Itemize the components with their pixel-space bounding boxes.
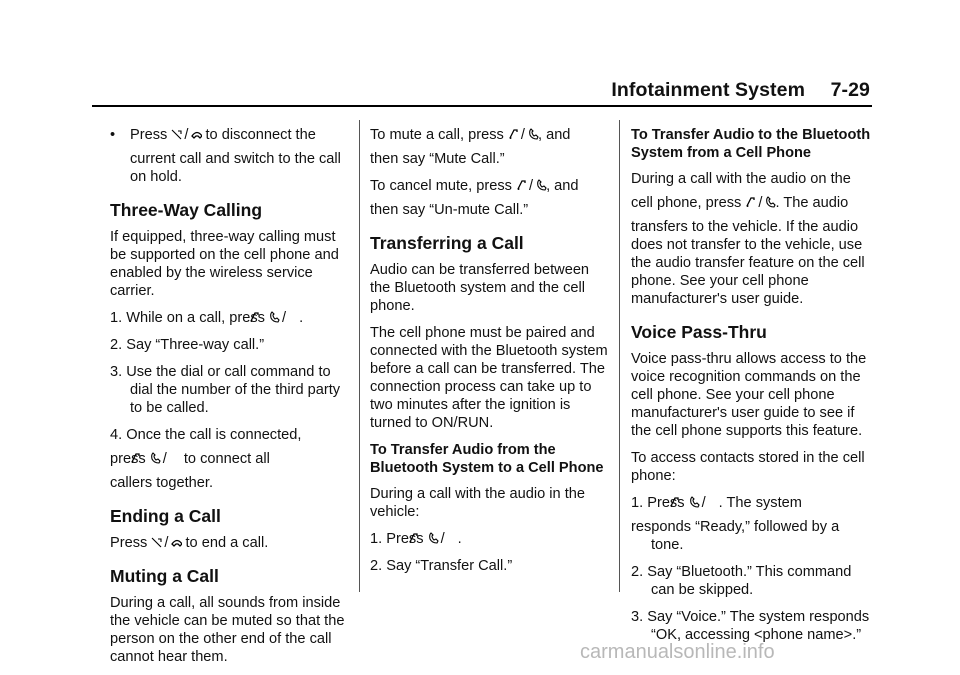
page-number: 7-29 [830,79,870,101]
paragraph: During a call with the audio on the cell phone, press / . The audio transfers to the vehicle. If the audio does not transfer to the vehicle, use the audio transfer feature on the cell phone. See your cell phone manufacturer's user guide. [631,171,865,307]
heading-transferring-a-call: Transferring a Call [370,233,524,253]
step-1: 1. Press / . The system responds “Ready,” followed by a tone. [631,495,840,553]
column-2 [370,126,612,584]
talk-icon [508,127,518,139]
paragraph: To cancel mute, press / , and then say “Un-mute Call.” [370,178,579,218]
watermark: carmanualsonline.info [580,641,775,663]
heading-ending-a-call: Ending a Call [110,506,221,526]
heading-three-way-calling: Three-Way Calling [110,200,263,220]
paragraph: To mute a call, press / , and then say “Mute Call.” [370,127,571,167]
column-1 [110,126,352,675]
step-4: 4. Once the call is connected, press / to connect all callers together. [110,427,302,491]
step-1: 1. While on a call, press / . [110,310,304,326]
step-1: 1. Press / . [370,531,462,547]
page-header [610,79,870,102]
list-item: • Press / to disconnect the current call and switch to the call on hold. [110,127,341,185]
bullet-icon: • [110,127,116,143]
paragraph: During a call with the audio in the vehicle: [370,486,585,520]
step-3: 3. Say “Voice.” The system responds “OK, accessing <phone name>.” [631,609,870,643]
paragraph: Press / to end a call. [110,535,269,551]
header-rule [92,105,872,107]
paragraph: The cell phone must be paired and connected with the Bluetooth system before a call can be transferred. The connection process can take up to two minutes after the ignition is turned to ON/RUN. [370,325,608,431]
heading-muting-a-call: Muting a Call [110,566,219,586]
paragraph: Audio can be transferred between the Bluetooth system and the cell phone. [370,262,590,314]
phone-icon [536,178,546,190]
column-divider [359,120,360,592]
paragraph: To access contacts stored in the cell phone: [631,450,865,484]
subheading-to-phone: To Transfer Audio from the Bluetooth System to a Cell Phone [370,442,604,476]
step-3: 3. Use the dial or call command to dial the number of the third party to be called. [110,364,341,416]
hangup-icon [151,535,161,547]
heading-voice-pass-thru: Voice Pass-Thru [631,322,767,342]
paragraph: Voice pass-thru allows access to the voice recognition commands on the cell phone. See your cell phone manufacturer's user guide to see if the cell phone supports this feature. [631,351,867,439]
phone-icon [528,127,538,139]
paragraph: If equipped, three-way calling must be supported on the cell phone and enabled by the wireless service carrier. [110,229,339,299]
phone-icon [448,531,458,543]
step-2: 2. Say “Bluetooth.” This command can be skipped. [631,564,852,598]
section-title: Infotainment System [611,79,806,101]
step-2: 2. Say “Three-way call.” [110,337,265,353]
column-divider [619,120,620,592]
paragraph: During a call, all sounds from inside the vehicle can be muted so that the person on the other end of the call cannot hear them. [110,595,345,665]
end-call-icon [191,127,201,139]
phone-icon [765,195,775,207]
talk-icon [745,195,755,207]
phone-icon [170,451,180,463]
subheading-to-bluetooth: To Transfer Audio to the Bluetooth System from a Cell Phone [631,127,871,161]
step-2: 2. Say “Transfer Call.” [370,558,513,574]
phone-icon [709,495,719,507]
hangup-icon [171,127,181,139]
end-call-icon [171,535,181,547]
column-3 [631,126,873,653]
talk-icon [516,178,526,190]
phone-icon [289,310,299,322]
